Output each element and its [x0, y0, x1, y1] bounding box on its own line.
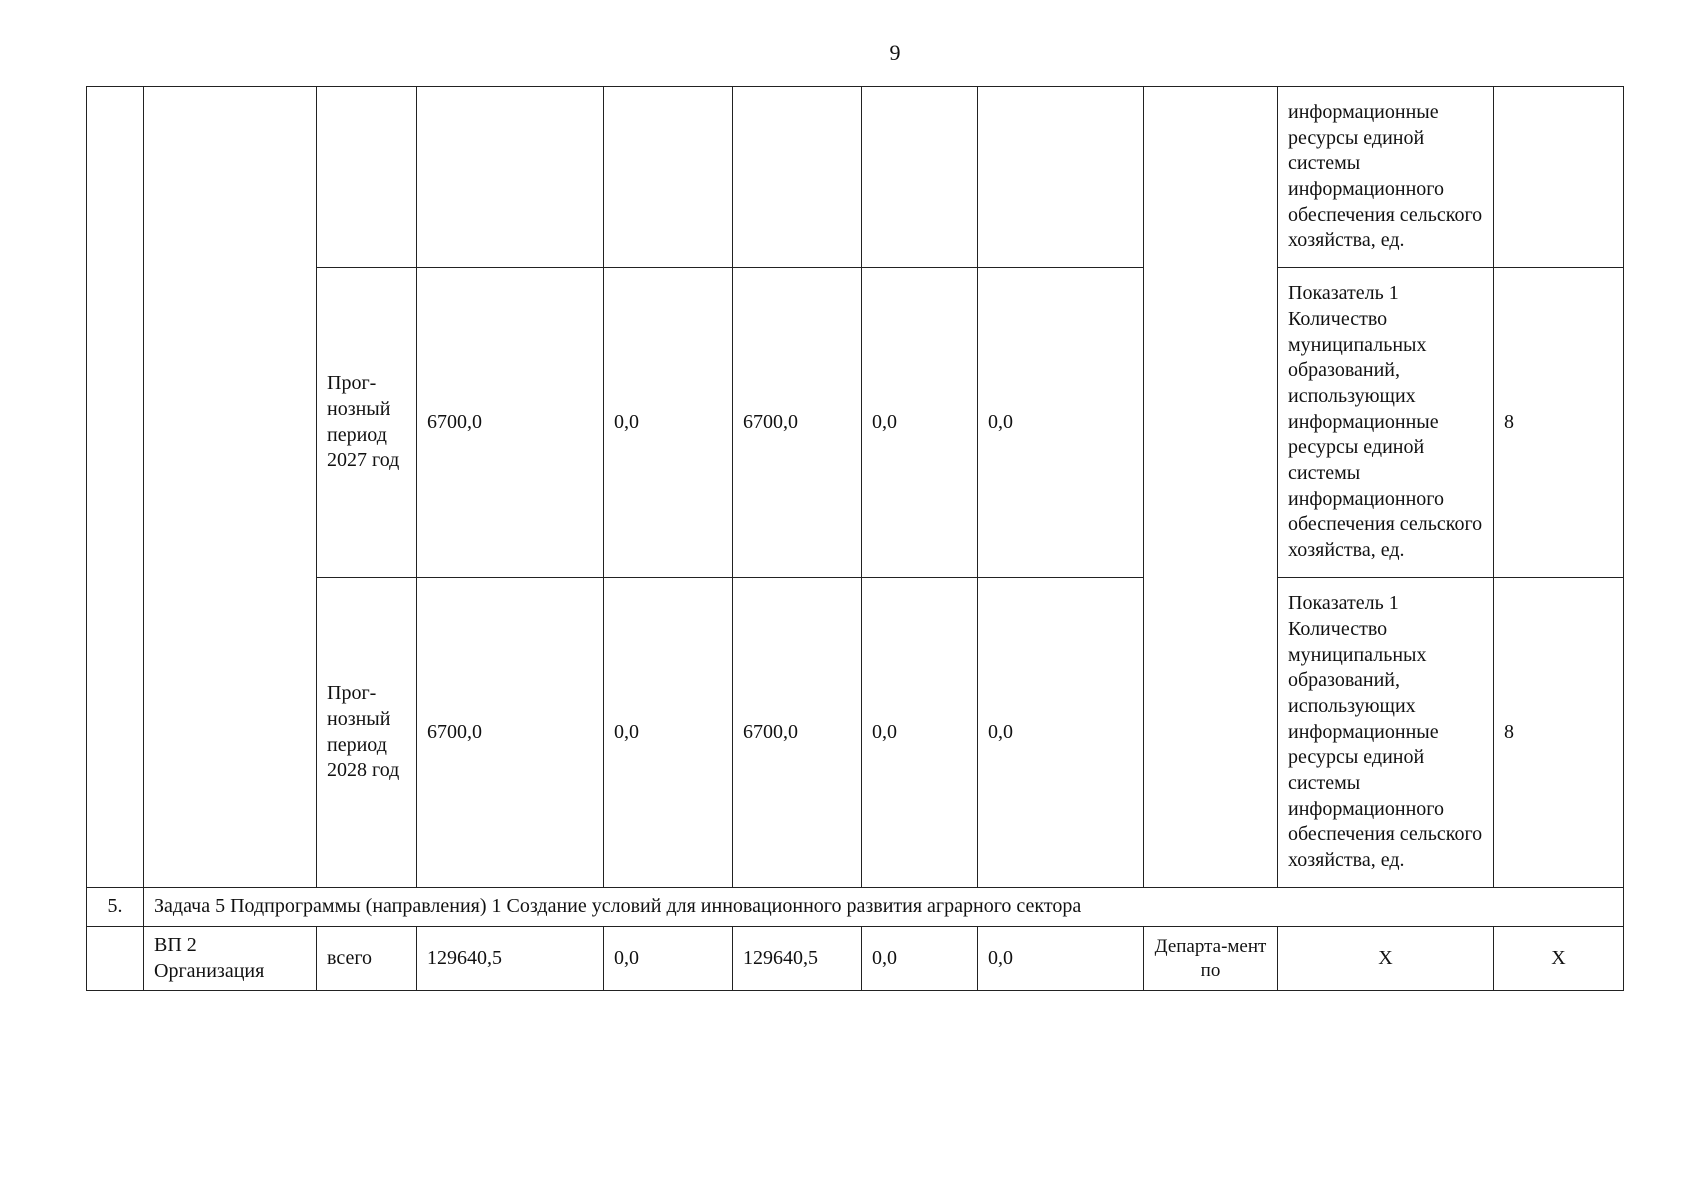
- indicator-cell: Х: [1278, 927, 1494, 991]
- vp-row: [87, 927, 1624, 991]
- indicator-cell: информационные ресурсы единой системы информационного обеспечения сельского хозяйства, ед.: [1278, 87, 1494, 268]
- mun-cell: 0,0: [862, 927, 978, 991]
- fed-cell: [604, 87, 733, 268]
- other-cell: 0,0: [978, 578, 1144, 888]
- period-cell: Прог-нозный период 2027 год: [317, 268, 417, 578]
- value-cell: Х: [1494, 927, 1624, 991]
- total-cell: 6700,0: [417, 578, 604, 888]
- indicator-cell: Показатель 1 Количество муниципальных образований, использующих информационные ресурсы единой системы информационного обеспечения сельского хозяйства, ед.: [1278, 268, 1494, 578]
- total-cell: [417, 87, 604, 268]
- page-number: 9: [889, 40, 901, 65]
- mun-cell: [862, 87, 978, 268]
- fed-cell: 0,0: [604, 578, 733, 888]
- other-cell: [978, 87, 1144, 268]
- financing-table: [86, 86, 1624, 991]
- name-cell: ВП 2 Организация: [144, 927, 317, 991]
- period-cell: всего: [317, 927, 417, 991]
- fed-cell: 0,0: [604, 268, 733, 578]
- other-cell: 0,0: [978, 927, 1144, 991]
- reg-cell: 6700,0: [733, 268, 862, 578]
- indicator-cell: Показатель 1 Количество муниципальных образований, использующих информационные ресурсы единой системы информационного обеспечения сельского хозяйства, ед.: [1278, 578, 1494, 888]
- table-row: [87, 268, 1624, 578]
- num-cell: [87, 87, 144, 888]
- num-cell: [87, 927, 144, 991]
- table-row: [87, 578, 1624, 888]
- reg-cell: 129640,5: [733, 927, 862, 991]
- period-cell: [317, 87, 417, 268]
- total-cell: 6700,0: [417, 268, 604, 578]
- executor-cell: [1144, 87, 1278, 888]
- name-cell: [144, 87, 317, 888]
- task-number: 5.: [87, 888, 144, 927]
- task-row: [87, 888, 1624, 927]
- fed-cell: 0,0: [604, 927, 733, 991]
- total-cell: 129640,5: [417, 927, 604, 991]
- period-cell: Прог-нозный период 2028 год: [317, 578, 417, 888]
- reg-cell: [733, 87, 862, 268]
- mun-cell: 0,0: [862, 578, 978, 888]
- value-cell: 8: [1494, 578, 1624, 888]
- table-row: [87, 87, 1624, 268]
- other-cell: 0,0: [978, 268, 1144, 578]
- value-cell: 8: [1494, 268, 1624, 578]
- value-cell: [1494, 87, 1624, 268]
- task-title: Задача 5 Подпрограммы (направления) 1 Создание условий для инновационного развития аграрного сектора: [144, 888, 1624, 927]
- executor-cell: Департа-мент по: [1144, 927, 1278, 991]
- mun-cell: 0,0: [862, 268, 978, 578]
- reg-cell: 6700,0: [733, 578, 862, 888]
